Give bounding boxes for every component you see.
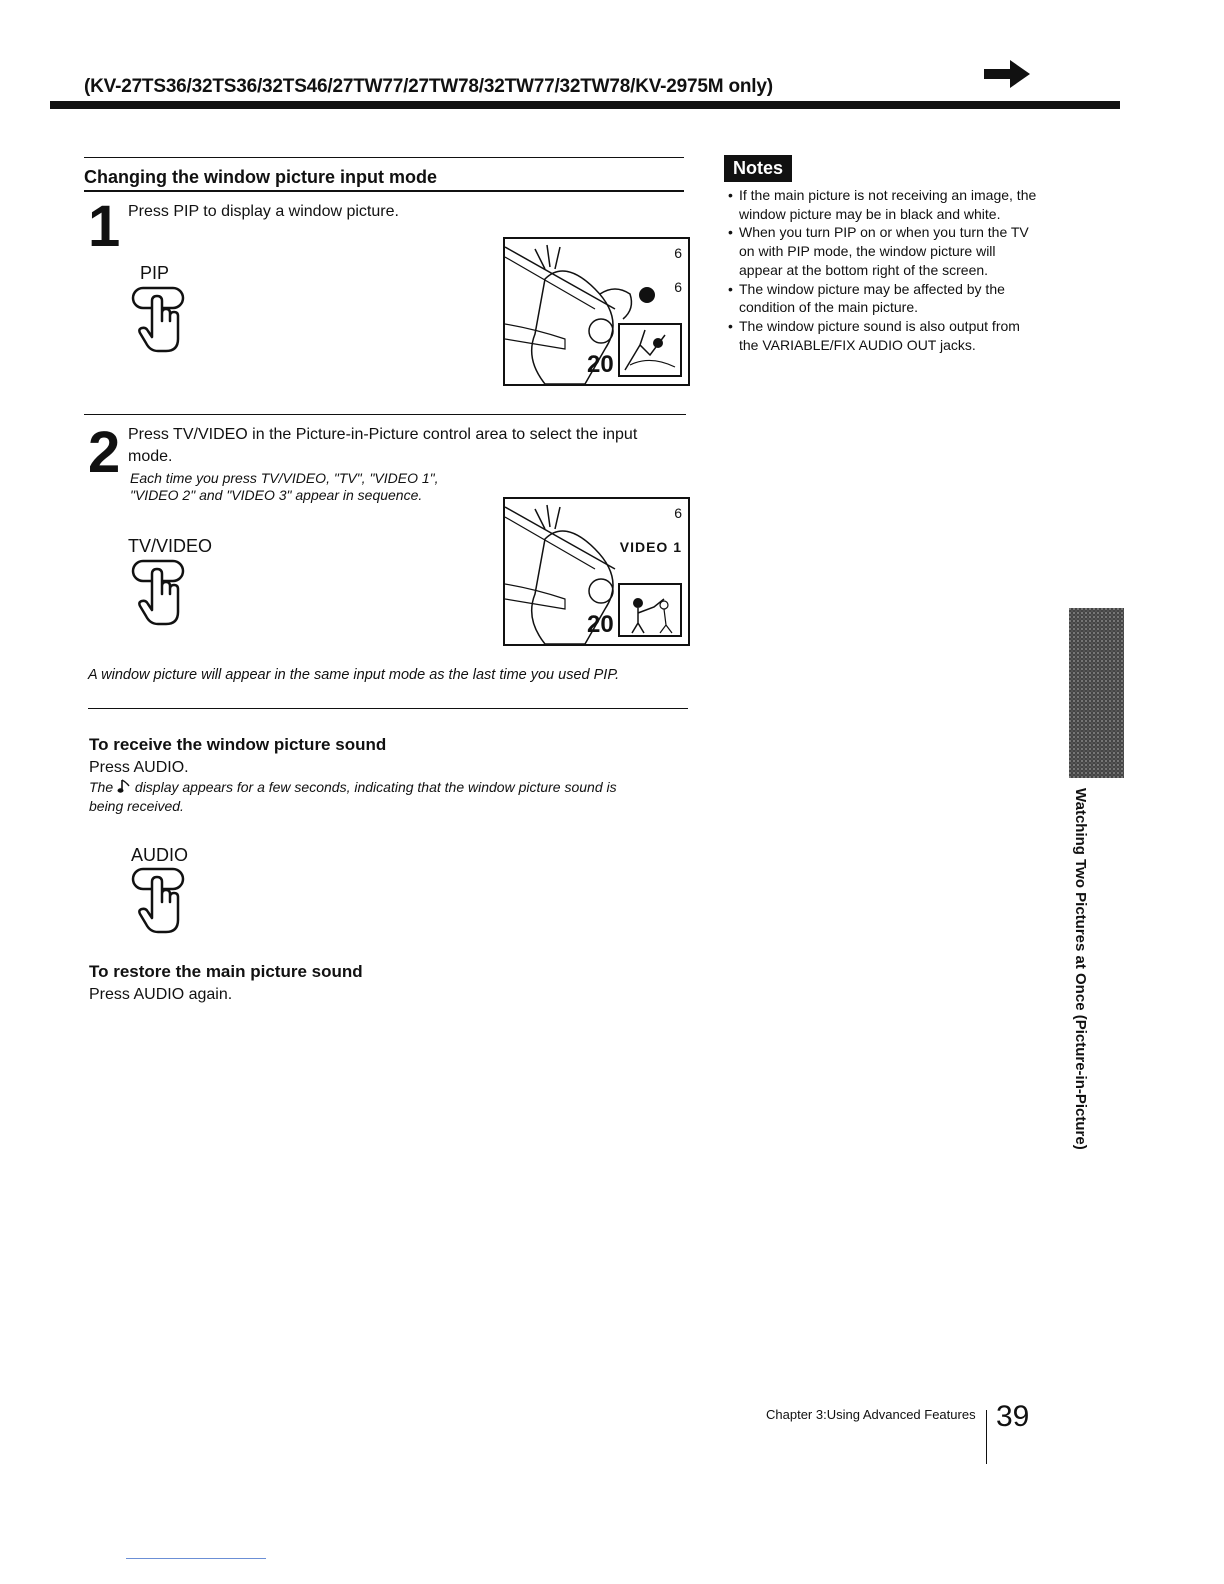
tv-channel-pip: 6 [674,279,682,295]
step-2-number: 2 [88,420,121,485]
step-2-note-line-2: "VIDEO 2" and "VIDEO 3" appear in sequence. [130,487,423,503]
step-2-text: Press TV/VIDEO in the Picture-in-Picture control area to select the input mode. [128,426,638,465]
bottom-line [126,1558,266,1559]
restore-sound-title: To restore the main picture sound [89,962,363,981]
pip-window [618,583,682,637]
receive-sound-note-line-1: The display appears for a few seconds, indicating that the window picture sound is [89,779,617,795]
jersey-number: 20 [587,611,614,638]
input-mode-memory-note: A window picture will appear in the same input mode as the last time you used PIP. [88,667,620,683]
right-arrow-icon [984,58,1032,90]
audio-button-press-icon [130,866,194,938]
section-rule-top [84,157,684,158]
tv-channel-top: 6 [674,505,682,521]
receive-sound-title: To receive the window picture sound [89,735,387,754]
receive-sound-note-line-2: being received. [89,798,184,814]
page-header-title: (KV-27TS36/32TS36/32TS46/27TW77/27TW78/32TW77/32TW78/KV-2975M only) [84,76,773,97]
notes-list [728,186,1038,354]
header-rule [50,101,1120,109]
page-number: 39 [996,1400,1030,1433]
tv-screen-video [503,497,690,646]
music-note-icon [117,778,131,794]
step-2-rule [84,414,686,415]
note-item: • If the main picture is not receiving an image, the window picture may be in black and white. [728,186,1038,223]
pip-button-press-icon [130,285,194,357]
step-1-text: Press PIP to display a window picture. [128,203,399,220]
tv-screen-pip [503,237,690,386]
chapter-label: Chapter 3:Using Advanced Features [766,1407,976,1422]
note-item: • The window picture sound is also output from the VARIABLE/FIX AUDIO OUT jacks. [728,317,1038,354]
side-tab-pattern [1069,608,1124,778]
side-tab-text: Watching Two Pictures at Once (Picture-in-Picture) [1072,788,1089,1150]
audio-button-label: AUDIO [131,845,189,865]
tv-video-button-label: TV/VIDEO [128,536,213,556]
step-2-note-line-1: Each time you press TV/VIDEO, "TV", "VIDEO 1", [130,470,439,486]
sound-section-rule [88,708,688,709]
notes-badge: Notes [724,155,792,182]
section-rule-bottom [84,190,684,192]
receive-sound-text: Press AUDIO. [89,759,189,776]
pip-window [618,323,682,377]
note-item: • The window picture may be affected by the condition of the main picture. [728,280,1038,317]
pip-button-label: PIP [140,263,170,283]
jersey-number: 20 [587,351,614,378]
restore-sound-text: Press AUDIO again. [89,986,233,1003]
page-divider [986,1410,987,1464]
note-item: • When you turn PIP on or when you turn the TV on with PIP mode, the window picture will appear at the bottom right of the screen. [728,223,1038,279]
step-1-number: 1 [88,194,121,259]
tv-input-label: VIDEO 1 [619,539,682,555]
tv-channel-top: 6 [674,245,682,261]
section-title: Changing the window picture input mode [84,167,437,187]
tv-video-button-press-icon [130,558,194,630]
